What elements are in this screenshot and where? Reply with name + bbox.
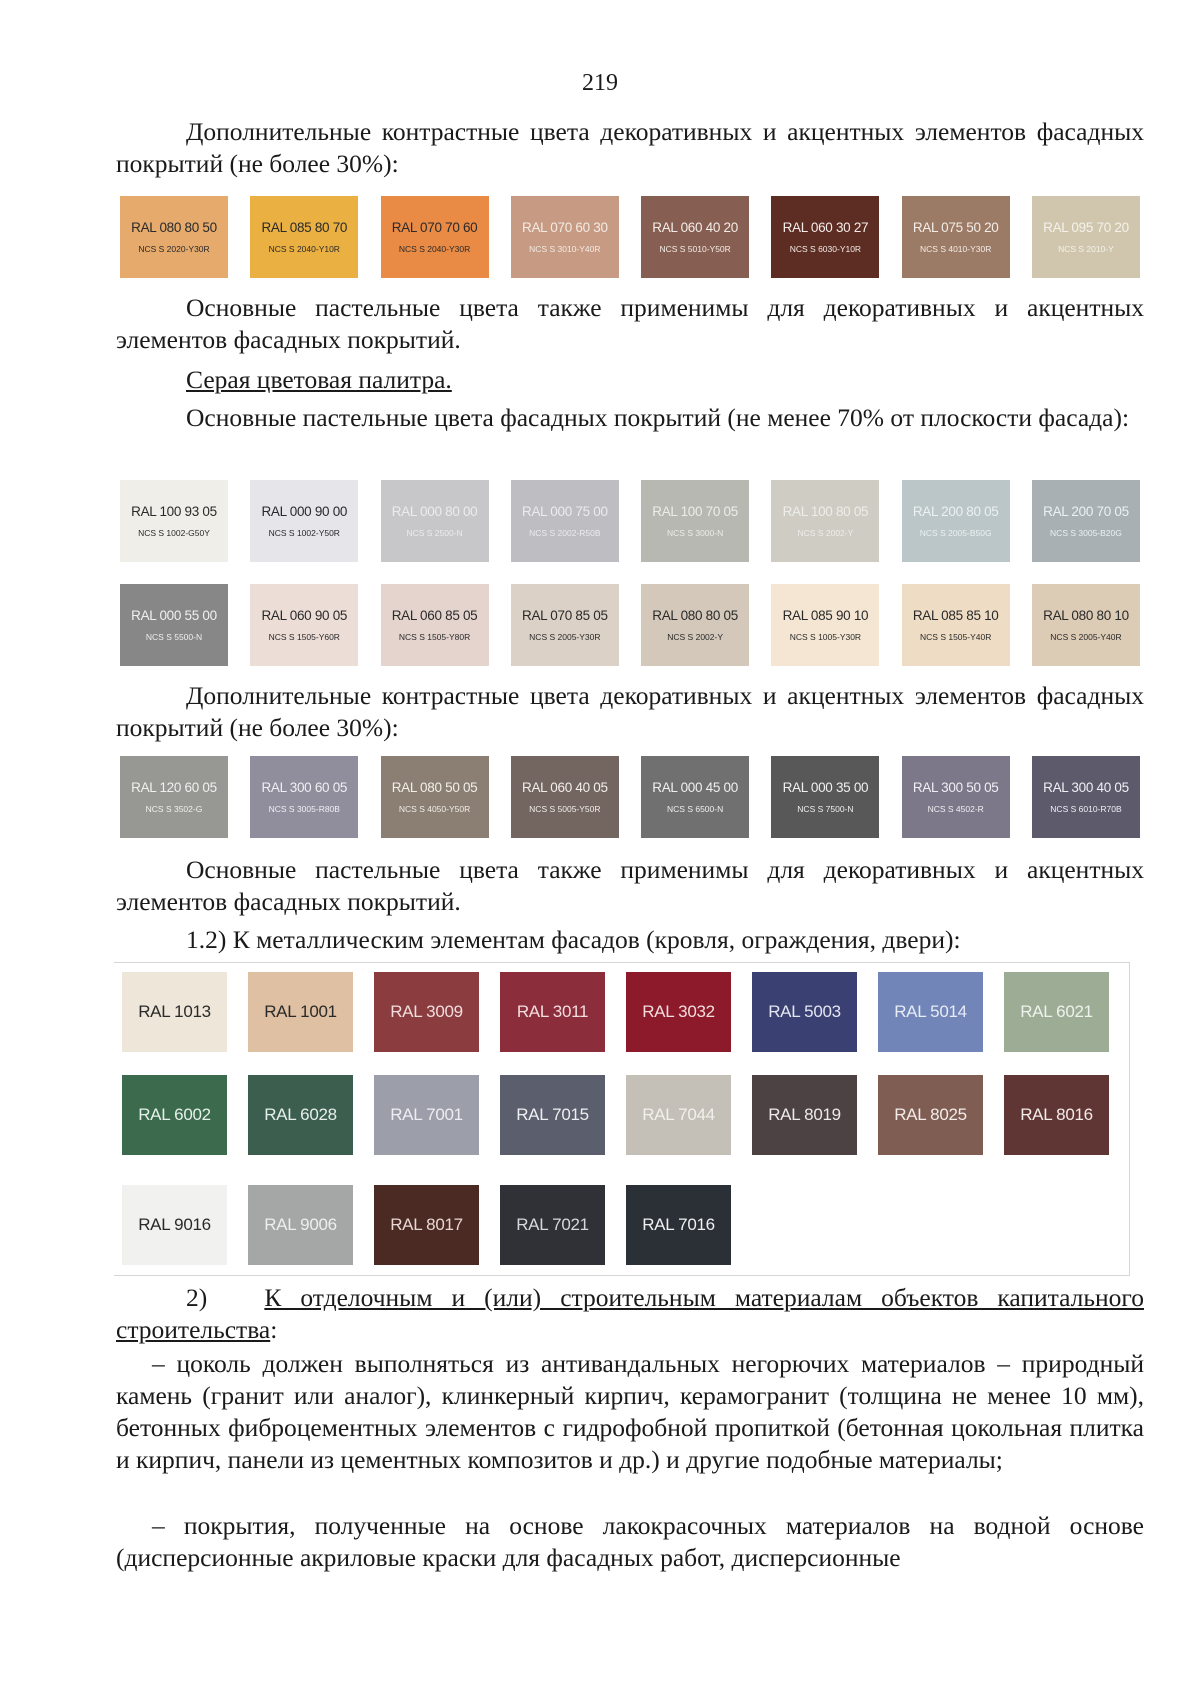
swatch-ncs-code: NCS S 1002-Y50R	[268, 528, 340, 538]
grey-palette-heading: Серая цветовая палитра.	[186, 365, 452, 394]
palette-warm-accent	[120, 196, 1140, 278]
color-swatch	[120, 480, 228, 562]
metal-palette-row-1	[122, 972, 1122, 1052]
swatch-ncs-code: NCS S 1505-Y40R	[920, 632, 992, 642]
swatch-ncs-code: NCS S 3010-Y40R	[529, 244, 601, 254]
metal-palette-row-2	[122, 1075, 1122, 1155]
swatch-ncs-code: NCS S 3502-G	[145, 804, 203, 814]
swatch-ncs-code: NCS S 3005-B20G	[1050, 528, 1122, 538]
swatch-ral-code: RAL 060 40 05	[522, 780, 608, 795]
swatch-ral-code: RAL 300 40 05	[1043, 780, 1129, 795]
paragraph-pastel-note-1: Основные пастельные цвета также применимы для декоративных и акцентных элементов фасадных покрытий.	[116, 293, 1144, 354]
color-swatch	[250, 756, 358, 838]
metal-color-swatch: RAL 3011	[500, 972, 605, 1052]
metal-color-swatch: RAL 8016	[1004, 1075, 1109, 1155]
swatch-ncs-code: NCS S 6500-N	[667, 804, 724, 814]
color-swatch	[250, 196, 358, 278]
metal-color-swatch: RAL 5003	[752, 972, 857, 1052]
swatch-ncs-code: NCS S 2005-B50G	[919, 528, 992, 538]
swatch-ncs-code: NCS S 2040-Y10R	[268, 244, 340, 254]
metal-color-swatch: RAL 6002	[122, 1075, 227, 1155]
metal-color-swatch: RAL 8017	[374, 1185, 479, 1265]
color-swatch	[381, 480, 489, 562]
swatch-ral-code: RAL 080 80 10	[1043, 608, 1129, 623]
swatch-ral-code: RAL 300 60 05	[261, 780, 348, 795]
swatch-ncs-code: NCS S 1505-Y60R	[268, 632, 340, 642]
color-swatch	[771, 480, 879, 562]
color-swatch	[771, 584, 879, 666]
color-swatch	[120, 584, 228, 666]
swatch-ncs-code: NCS S 4010-Y30R	[920, 244, 992, 254]
swatch-ncs-code: NCS S 1005-Y30R	[789, 632, 862, 642]
swatch-ncs-code: NCS S 2500-N	[406, 528, 463, 538]
paragraph-grey-accent-intro: Дополнительные контрастные цвета декоративных и акцентных элементов фасадных покрытий (не более 30%):	[116, 681, 1144, 742]
swatch-ncs-code: NCS S 2002-Y	[797, 528, 854, 538]
swatch-ral-code: RAL 300 50 05	[912, 780, 999, 795]
swatch-ral-code: RAL 060 90 05	[261, 608, 348, 623]
swatch-ncs-code: NCS S 2020-Y30R	[138, 244, 210, 254]
swatch-ncs-code: NCS S 2002-Y	[667, 632, 723, 642]
swatch-ral-code: RAL 100 70 05	[652, 504, 738, 519]
paragraph-pastel-note-2: Основные пастельные цвета также применимы для декоративных и акцентных элементов фасадных покрытий.	[116, 855, 1144, 916]
swatch-ral-code: RAL 080 80 05	[652, 608, 738, 623]
swatch-ncs-code: NCS S 2040-Y30R	[398, 244, 471, 254]
paragraph-plinth-materials: – цоколь должен выполняться из антивандальных негорючих материалов – природный камень (гранит или аналог), клинкерный кирпич, керамогранит (толщина не менее 10 мм), бетонных фиброцементных элементов с гидрофобной пропиткой (бетонная цокольная плитка и кирпич, панели из цементных композитов и др.) и другие подобные материалы;	[116, 1349, 1144, 1474]
swatch-ral-code: RAL 000 35 00	[782, 780, 869, 795]
color-swatch	[902, 480, 1010, 562]
swatch-ral-code: RAL 095 70 20	[1043, 220, 1129, 235]
paragraph-warm-accent-intro: Дополнительные контрастные цвета декоративных и акцентных элементов фасадных покрытий (не более 30%):	[116, 117, 1144, 178]
swatch-ral-code: RAL 070 60 30	[522, 220, 608, 235]
color-swatch	[250, 480, 358, 562]
palette-grey-accent	[120, 756, 1140, 838]
color-swatch	[1032, 584, 1140, 666]
swatch-ral-code: RAL 000 75 00	[522, 504, 608, 519]
color-swatch	[1032, 756, 1140, 838]
color-swatch	[902, 756, 1010, 838]
color-swatch	[511, 584, 619, 666]
swatch-ral-code: RAL 100 93 05	[131, 504, 217, 519]
swatch-ral-code: RAL 200 70 05	[1043, 504, 1129, 519]
metal-color-swatch: RAL 6028	[248, 1075, 353, 1155]
swatch-ncs-code: NCS S 6010-R70B	[1050, 804, 1122, 814]
palette-grey-pastel-row-1	[120, 480, 1140, 562]
color-swatch	[902, 196, 1010, 278]
color-swatch	[902, 584, 1010, 666]
swatch-ncs-code: NCS S 2005-Y30R	[529, 632, 601, 642]
color-swatch	[381, 584, 489, 666]
swatch-ncs-code: NCS S 3005-R80B	[268, 804, 340, 814]
color-swatch	[641, 584, 749, 666]
swatch-ncs-code: NCS S 1002-G50Y	[138, 528, 210, 538]
swatch-ral-code: RAL 000 90 00	[261, 504, 348, 519]
color-swatch	[250, 584, 358, 666]
page-number: 219	[582, 70, 618, 96]
swatch-ncs-code: NCS S 4502-R	[927, 804, 984, 814]
metal-color-swatch: RAL 9016	[122, 1185, 227, 1265]
color-swatch	[641, 480, 749, 562]
swatch-ral-code: RAL 075 50 20	[912, 220, 999, 235]
swatch-ral-code: RAL 085 80 70	[261, 220, 348, 235]
metal-color-swatch: RAL 7016	[626, 1185, 731, 1265]
swatch-ncs-code: NCS S 3000-N	[667, 528, 724, 538]
swatch-ral-code: RAL 200 80 05	[912, 504, 999, 519]
color-swatch	[511, 756, 619, 838]
color-swatch	[1032, 480, 1140, 562]
metal-color-swatch: RAL 3032	[626, 972, 731, 1052]
swatch-ncs-code: NCS S 4050-Y50R	[398, 804, 471, 814]
color-swatch	[771, 756, 879, 838]
palette-grey-pastel-row-2	[120, 584, 1140, 666]
swatch-ncs-code: NCS S 2002-R50B	[529, 528, 601, 538]
color-swatch	[120, 756, 228, 838]
swatch-ncs-code: NCS S 5005-Y50R	[529, 804, 601, 814]
swatch-ral-code: RAL 000 55 00	[131, 608, 217, 623]
color-swatch	[120, 196, 228, 278]
color-swatch	[511, 480, 619, 562]
metal-color-swatch: RAL 9006	[248, 1185, 353, 1265]
swatch-ral-code: RAL 070 70 60	[391, 220, 478, 235]
swatch-ral-code: RAL 060 85 05	[391, 608, 478, 623]
swatch-ncs-code: NCS S 2005-Y40R	[1050, 632, 1122, 642]
color-swatch	[1032, 196, 1140, 278]
metal-color-swatch: RAL 6021	[1004, 972, 1109, 1052]
swatch-ral-code: RAL 070 85 05	[522, 608, 608, 623]
color-swatch	[641, 196, 749, 278]
metal-color-swatch: RAL 1001	[248, 972, 353, 1052]
metal-color-swatch: RAL 7015	[500, 1075, 605, 1155]
swatch-ral-code: RAL 080 80 50	[131, 220, 217, 235]
metal-color-swatch: RAL 3009	[374, 972, 479, 1052]
metal-color-swatch: RAL 7021	[500, 1185, 605, 1265]
swatch-ncs-code: NCS S 2010-Y	[1058, 244, 1114, 254]
color-swatch	[381, 756, 489, 838]
swatch-ral-code: RAL 000 80 00	[391, 504, 478, 519]
swatch-ncs-code: NCS S 5010-Y50R	[659, 244, 731, 254]
paragraph-materials-heading: 2) К отделочным и (или) строительным материалам объектов капитального строительства:	[116, 1283, 1144, 1344]
color-swatch	[511, 196, 619, 278]
swatch-ral-code: RAL 000 45 00	[652, 780, 738, 795]
swatch-ral-code: RAL 085 90 10	[782, 608, 869, 623]
metal-color-swatch: RAL 8019	[752, 1075, 857, 1155]
swatch-ncs-code: NCS S 5500-N	[145, 632, 203, 642]
metal-color-swatch: RAL 1013	[122, 972, 227, 1052]
color-swatch	[381, 196, 489, 278]
paragraph-paint-coatings: – покрытия, полученные на основе лакокрасочных материалов на водной основе (дисперсионные акриловые краски для фасадных работ, дисперсионные	[116, 1511, 1144, 1572]
swatch-ral-code: RAL 060 40 20	[652, 220, 738, 235]
metal-color-swatch: RAL 7044	[626, 1075, 731, 1155]
swatch-ral-code: RAL 080 50 05	[391, 780, 478, 795]
swatch-ral-code: RAL 100 80 05	[782, 504, 869, 519]
paragraph-grey-pastel-intro: Основные пастельные цвета фасадных покрытий (не менее 70% от плоскости фасада):	[186, 403, 1130, 432]
paragraph-metal-elements: 1.2) К металлическим элементам фасадов (кровля, ограждения, двери):	[186, 925, 961, 954]
swatch-ral-code: RAL 060 30 27	[782, 220, 869, 235]
metal-color-swatch: RAL 5014	[878, 972, 983, 1052]
swatch-ral-code: RAL 085 85 10	[912, 608, 999, 623]
color-swatch	[771, 196, 879, 278]
metal-palette-row-3	[122, 1185, 1122, 1265]
swatch-ncs-code: NCS S 1505-Y80R	[398, 632, 471, 642]
metal-color-swatch: RAL 8025	[878, 1075, 983, 1155]
swatch-ncs-code: NCS S 7500-N	[797, 804, 854, 814]
metal-color-swatch: RAL 7001	[374, 1075, 479, 1155]
swatch-ncs-code: NCS S 6030-Y10R	[789, 244, 862, 254]
color-swatch	[641, 756, 749, 838]
swatch-ral-code: RAL 120 60 05	[131, 780, 217, 795]
